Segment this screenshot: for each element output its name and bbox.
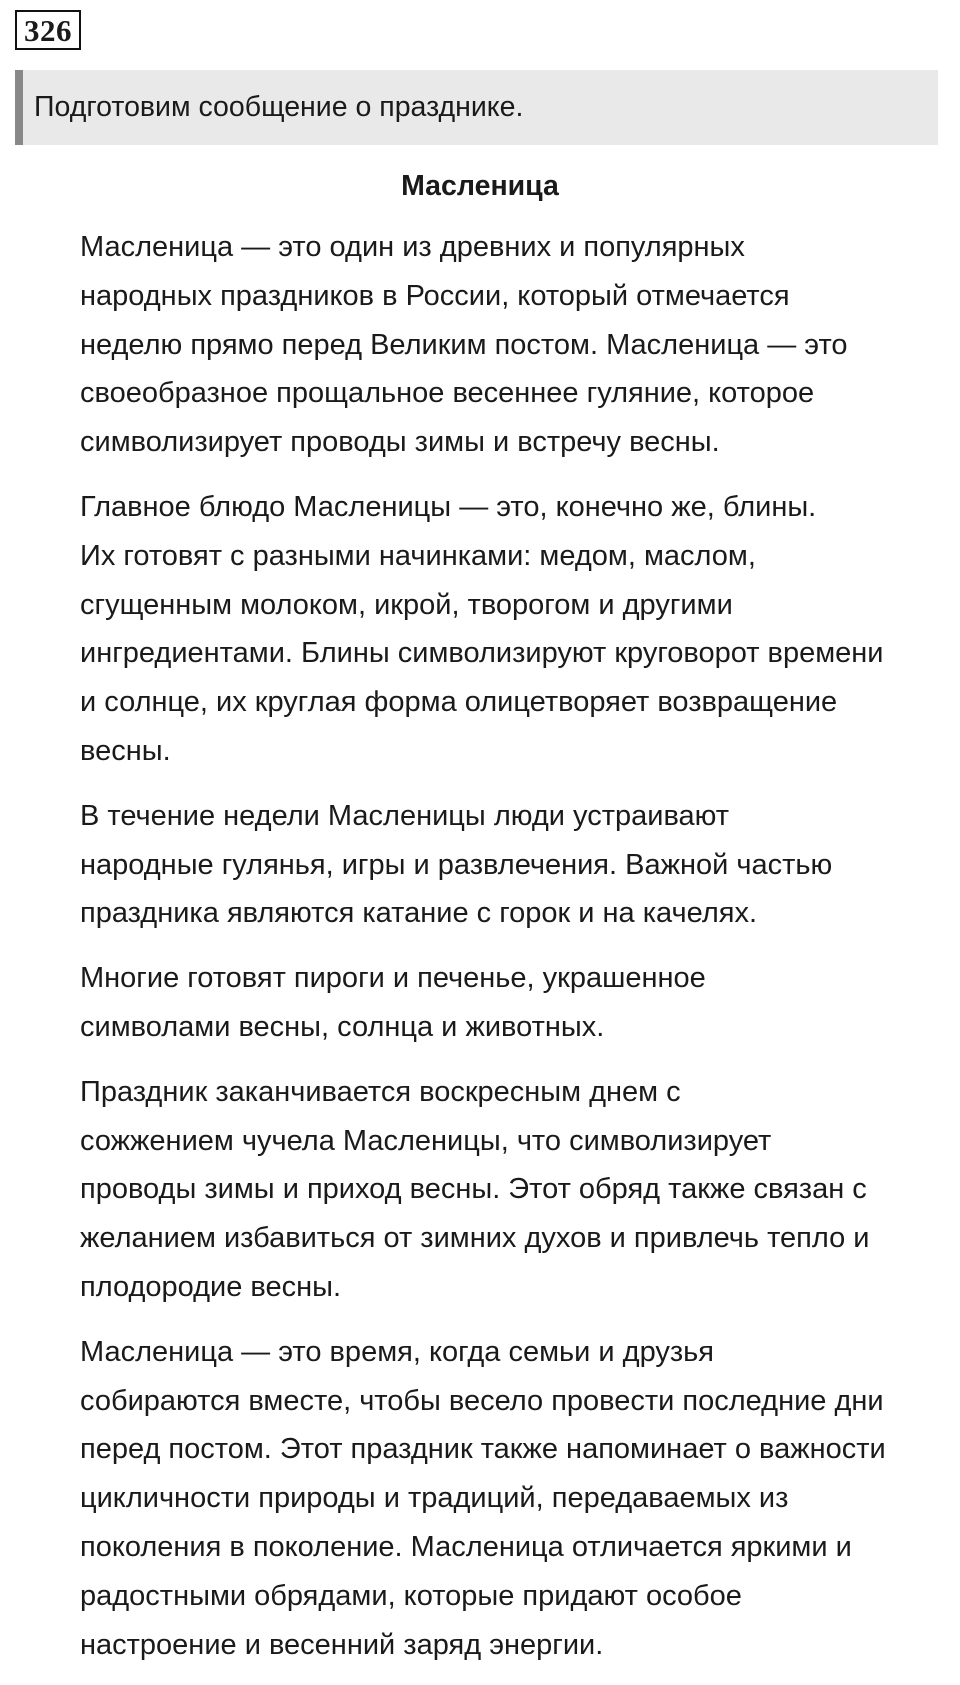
assignment-text: Подготовим сообщение о празднике. <box>34 91 524 123</box>
paragraph-3 <box>15 792 955 938</box>
text-line: своеобразное прощальное весеннее гуляние, которое <box>80 377 815 410</box>
essay-body <box>15 223 955 1685</box>
text-line: народные гулянья, игры и развлечения. Важной частью <box>80 848 833 881</box>
text-line: и солнце, их круглая форма олицетворяет возвращение <box>80 686 838 719</box>
text-line: Многие готовят пироги и печенье, украшенное <box>80 962 706 995</box>
paragraph-6 <box>15 1328 955 1670</box>
text-line: радостными обрядами, которые придают особое <box>80 1579 742 1612</box>
paragraph-1 <box>15 223 955 467</box>
text-line: Масленица — это время, когда семьи и друзья <box>80 1335 714 1368</box>
paragraph-2 <box>15 483 955 776</box>
text-line: ингредиентами. Блины символизируют круговорот времени <box>80 637 884 670</box>
text-line: желанием избавиться от зимних духов и привлечь тепло и <box>80 1222 870 1255</box>
text-line: народных праздников в России, который отмечается <box>80 279 790 312</box>
text-line: цикличности природы и традиций, передаваемых из <box>80 1482 789 1515</box>
text-line: Их готовят с разными начинками: медом, маслом, <box>80 539 756 572</box>
text-line: Главное блюдо Масленицы — это, конечно же, блины. <box>80 490 817 523</box>
paragraph-4 <box>15 954 955 1052</box>
text-line: символизирует проводы зимы и встречу весны. <box>80 426 720 459</box>
text-line: праздника являются катание с горок и на качелях. <box>80 897 757 930</box>
task-number: 326 <box>15 10 81 50</box>
text-line: поколения в поколение. Масленица отличается яркими и <box>80 1530 852 1563</box>
text-line: неделю прямо перед Великим постом. Масленица — это <box>80 328 848 361</box>
text-line: плодородие весны. <box>80 1270 342 1303</box>
essay-title: Масленица <box>401 170 559 202</box>
paragraph-5 <box>15 1068 955 1312</box>
text-line: Праздник заканчивается воскресным днем с <box>80 1075 681 1108</box>
text-line: В течение недели Масленицы люди устраивают <box>80 799 730 832</box>
assignment-banner <box>15 70 938 145</box>
text-line: перед постом. Этот праздник также напоминает о важности <box>80 1433 886 1466</box>
text-line: Масленица — это один из древних и популярных <box>80 231 745 263</box>
text-line: сгущенным молоком, икрой, творогом и другими <box>80 588 733 621</box>
text-line: собираются вместе, чтобы весело провести последние дни <box>80 1384 884 1417</box>
text-line: настроение и весенний заряд энергии. <box>80 1628 604 1661</box>
text-line: символами весны, солнца и животных. <box>80 1010 605 1043</box>
text-line: сожжением чучела Масленицы, что символизирует <box>80 1124 772 1157</box>
text-line: проводы зимы и приход весны. Этот обряд также связан с <box>80 1173 867 1206</box>
text-line: весны. <box>80 734 171 767</box>
